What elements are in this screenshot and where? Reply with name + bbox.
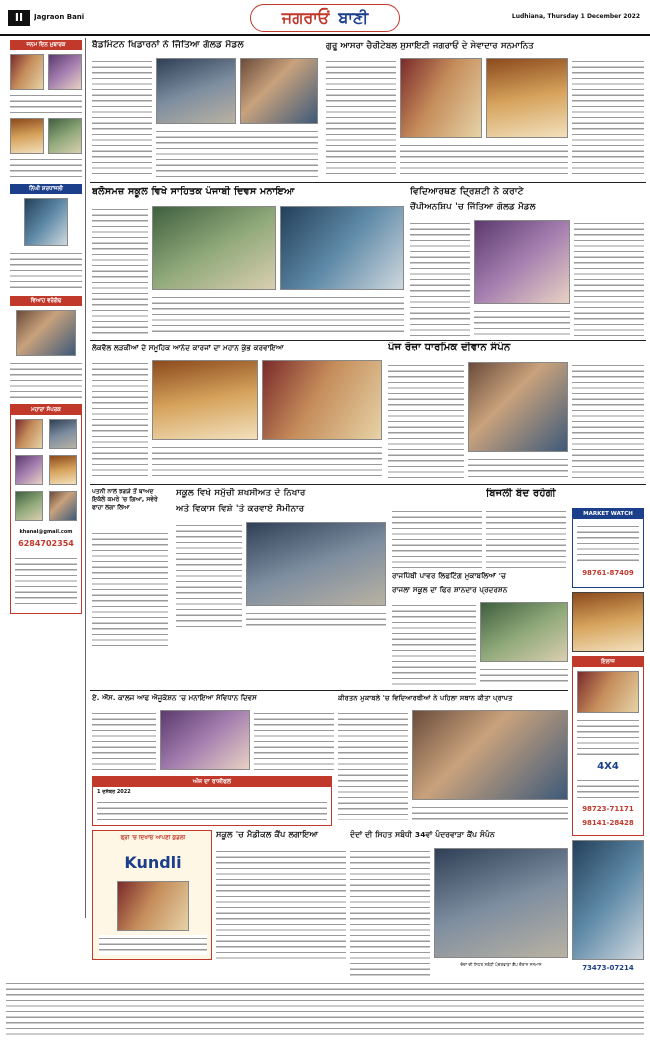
dandan-headline: ਦੰਦਾਂ ਦੀ ਸਿਹਤ ਸਬੰਧੀ 34ਵਾਂ ਪੰਦਰਵਾੜਾ ਕੈਂਪ ਸੰਪੰਨ xyxy=(350,830,495,839)
lohri-photo-2 xyxy=(262,360,382,440)
vidyarthan-text xyxy=(410,220,470,336)
right-ad-2 xyxy=(572,840,644,960)
bijli-text-2 xyxy=(486,508,566,568)
badminton-text-2 xyxy=(156,128,318,178)
badminton-headline: ਬੈਡਮਿੰਟਨ ਖਿਡਾਰਨਾਂ ਨੇ ਜਿੱਤਿਆ ਗੋਲਡ ਮੈਡਲ xyxy=(92,40,244,50)
tribute-text xyxy=(10,250,82,290)
contact-photo-6 xyxy=(49,491,77,521)
contact-email: khanal@gmail.com xyxy=(19,529,73,535)
rajpithi-headline-2: ਰਾਜਲਾ ਸਕੂਲ ਦਾ ਫਿਰ ਸ਼ਾਨਦਾਰ ਪ੍ਰਦਰਸ਼ਨ xyxy=(392,586,508,594)
edition-label: Jagraon Bani xyxy=(34,13,85,21)
college-photo xyxy=(160,710,250,770)
school-seminar-headline-1: ਸਕੂਲ ਵਿਖੇ ਸਮੁੱਚੀ ਸ਼ਖਸੀਅਤ ਦੇ ਨਿਖਾਰ xyxy=(176,488,306,498)
dandan-text xyxy=(350,848,430,978)
guru-aasra-text xyxy=(326,58,396,178)
marriage-title: ਵਿਆਹ ਵਰੇਗੰਢ xyxy=(10,296,82,306)
contact-photo-3 xyxy=(15,455,43,485)
kundli-ad xyxy=(92,830,212,960)
newspaper-logo xyxy=(250,4,400,32)
dharmik-text-2 xyxy=(468,456,568,480)
guru-aasra-text-2 xyxy=(400,142,568,178)
dharmik-text xyxy=(388,362,464,480)
contact-text xyxy=(15,555,77,607)
kirtan-text-2 xyxy=(412,804,568,820)
dharmik-text-3 xyxy=(572,362,644,480)
lohri-text xyxy=(92,360,148,480)
contact-photo-1 xyxy=(15,419,43,449)
college-text xyxy=(92,710,156,770)
kundli-photo xyxy=(117,881,189,931)
vidyarthan-headline-2: ਚੈਂਪੀਅਨਸ਼ਿਪ 'ਚ ਜਿੱਤਿਆ ਗੋਲਡ ਮੈਡਲ xyxy=(410,202,536,212)
school-seminar-text-2 xyxy=(246,610,386,630)
patni-headline: ਪਤਨੀ ਨਾਲ ਝਗੜੇ ਤੋਂ ਬਾਅਦ ਇਕੱਲੇ ਕਮਰੇ 'ਚ ਗਿਆ, ਸਵੇਰੇ ਫਾਹਾ ਲਗਾ ਲਿਆ xyxy=(92,488,158,511)
vidyarthan-text-3 xyxy=(574,220,644,336)
lohri-text-2 xyxy=(152,444,382,480)
dharmik-photo xyxy=(468,362,568,452)
bottom-text xyxy=(6,980,644,1036)
ilaaj-title: ਇਲਾਜ xyxy=(573,657,643,667)
birthday-photo-4 xyxy=(48,118,82,154)
kirtan-text xyxy=(338,710,408,820)
guru-aasra-photo-1 xyxy=(400,58,482,138)
guru-aasra-headline: ਗੁਰੂ ਆਸਰਾ ਚੈਰੀਟੇਬਲ ਸੁਸਾਇਟੀ ਜਗਰਾਓਂ ਦੇ ਸੇਵਾਦਾਰ ਸਨਮਾਨਿਤ xyxy=(326,40,534,50)
lohri-headline: ਲੋਕਵੈਲ ਲੜਕੀਆਂ ਦੇ ਸਮੂਹਿਕ ਆਨੰਦ ਕਾਰਜਾਂ ਦਾ ਮਹਾਨ ਕੁੰਭ ਕਰਵਾਇਆ xyxy=(92,344,284,352)
contact-box xyxy=(10,404,82,614)
blossoms-text xyxy=(92,206,148,336)
rajpithi-text-2 xyxy=(480,666,568,686)
market-watch-text xyxy=(577,523,639,563)
college-headline: ਏ. ਐੱਸ. ਕਾਲਜ ਆਫ ਐਜੂਕੇਸ਼ਨ 'ਚ ਮਨਾਇਆ ਸੰਵਿਧਾਨ ਦਿਵਸ xyxy=(92,694,257,702)
patni-text xyxy=(92,530,168,650)
ilaaj-text-2 xyxy=(577,777,639,801)
birthday-photo-2 xyxy=(48,54,82,90)
ilaaj-text xyxy=(577,717,639,757)
bijli-text xyxy=(392,508,482,568)
kirtan-photo xyxy=(412,710,568,800)
medical-headline: ਸਕੂਲ 'ਚ ਮੈਡੀਕਲ ਕੈਂਪ ਲਗਾਇਆ xyxy=(216,830,319,839)
rashifal-date: 1 ਦਸੰਬਰ 2022 xyxy=(97,789,131,795)
tribute-title: ਨਿੱਘੀ ਸ਼ਰਧਾਂਜਲੀ xyxy=(10,184,82,194)
vidyarthan-photo xyxy=(474,220,570,304)
kundli-text xyxy=(99,935,207,955)
marriage-text xyxy=(10,360,82,400)
kirtan-headline: ਕੀਰਤਨ ਮੁਕਾਬਲੇ 'ਚ ਵਿਦਿਆਰਥੀਆਂ ਨੇ ਪਹਿਲਾ ਸਥਾਨ ਕੀਤਾ ਪ੍ਰਾਪਤ xyxy=(338,694,513,702)
logo-left: ਜਗਰਾਓਂ xyxy=(281,8,330,27)
market-watch xyxy=(572,508,644,588)
contact-photo-2 xyxy=(49,419,77,449)
market-watch-title: MARKET WATCH xyxy=(573,509,643,519)
phone-1: 98761-87409 xyxy=(582,569,634,577)
contact-photo-4 xyxy=(49,455,77,485)
masthead xyxy=(0,0,650,36)
badminton-photo-1 xyxy=(156,58,236,124)
vidyarthan-text-2 xyxy=(474,308,570,336)
guru-aasra-photo-2 xyxy=(486,58,568,138)
blossoms-photo-2 xyxy=(280,206,404,290)
medical-text xyxy=(216,848,346,960)
birthday-photo-1 xyxy=(10,54,44,90)
blossoms-photo-1 xyxy=(152,206,276,290)
ad-4x4-label: 4X4 xyxy=(597,761,619,772)
contact-photo-5 xyxy=(15,491,43,521)
badminton-text xyxy=(92,58,152,178)
left-sidebar xyxy=(6,38,86,918)
badminton-photo-2 xyxy=(240,58,318,124)
ad-bottom-phone: 73473-07214 xyxy=(582,964,634,972)
kundli-headline: ਫ੍ਰੀ 'ਚ ਦਿਖਾਓ ਆਪਣੀ ਕੁੰਡਲੀ xyxy=(120,835,186,841)
lohri-photo-1 xyxy=(152,360,258,440)
blossoms-text-2 xyxy=(152,294,404,336)
phone-2: 98723-71171 xyxy=(582,805,634,813)
birthday-text-2 xyxy=(10,156,82,178)
contact-title: ਮਹਾਰਾ ਸੰਪਰਕ xyxy=(11,405,81,415)
logo-right: ਬਾਣੀ xyxy=(338,8,369,27)
kundli-brand: Kundli xyxy=(124,853,182,872)
college-text-2 xyxy=(254,710,334,770)
ilaaj-photo xyxy=(577,671,639,713)
date-line: Ludhiana, Thursday 1 December 2022 xyxy=(511,13,640,20)
page-number: II xyxy=(8,10,30,26)
marriage-photo xyxy=(16,310,76,356)
right-ad-1 xyxy=(572,592,644,652)
rashifal-text xyxy=(97,799,327,823)
phone-3: 98141-28428 xyxy=(582,819,634,827)
rashifal-box xyxy=(92,776,332,826)
blossoms-headline: ਬਲੋਸਮਜ਼ ਸਕੂਲ ਵਿਖੇ ਸਾਹਿਤਕ ਪੰਜਾਬੀ ਦਿਵਸ ਮਨਾਇਆ xyxy=(92,186,295,197)
guru-aasra-text-3 xyxy=(572,58,644,178)
school-seminar-headline-2: ਅਤੇ ਵਿਕਾਸ ਵਿਸ਼ੇ 'ਤੇ ਕਰਵਾਏ ਸੈਮੀਨਾਰ xyxy=(176,504,305,514)
rajpithi-photo xyxy=(480,602,568,662)
tribute-photo xyxy=(24,198,68,246)
dandan-photo xyxy=(434,848,568,958)
school-seminar-text xyxy=(176,522,242,630)
footer-caption: ਦੰਦਾਂ ਦੀ ਸਿਹਤ ਸਬੰਧੀ ਪੰਦਰਵਾੜਾ ਕੈਂਪ ਦੌਰਾਨ ਸਨਮਾਨ xyxy=(460,962,542,967)
ilaaj-box xyxy=(572,656,644,836)
vidyarthan-headline-1: ਵਿਦਿਆਰਥਣ ਦ੍ਰਿਸ਼ਟੀ ਨੇ ਕਰਾਟੇ xyxy=(410,186,524,197)
rashifal-headline: ਅੱਜ ਦਾ ਰਾਸ਼ੀਫਲ xyxy=(93,777,331,787)
dharmik-headline: ਪੰਜ ਰੋਜ਼ਾ ਧਾਰਮਿਕ ਦੀਵਾਨ ਸੰਪੰਨ xyxy=(388,342,511,353)
school-seminar-photo xyxy=(246,522,386,606)
birthday-text xyxy=(10,92,82,114)
birthday-title: ਜਨਮ ਦਿਨ ਮੁਬਾਰਕ xyxy=(10,40,82,50)
rajpithi-headline-1: ਰਾਜਪਿੱਥੀ ਪਾਵਰ ਲਿਫਟਿੰਗ ਮੁਕਾਬਲਿਆਂ 'ਚ xyxy=(392,572,507,580)
contact-phone: 6284702354 xyxy=(18,539,74,548)
birthday-photo-3 xyxy=(10,118,44,154)
rajpithi-text xyxy=(392,602,476,686)
bijli-headline: ਬਿਜਲੀ ਬੰਦ ਰਹੇਗੀ xyxy=(486,488,556,499)
